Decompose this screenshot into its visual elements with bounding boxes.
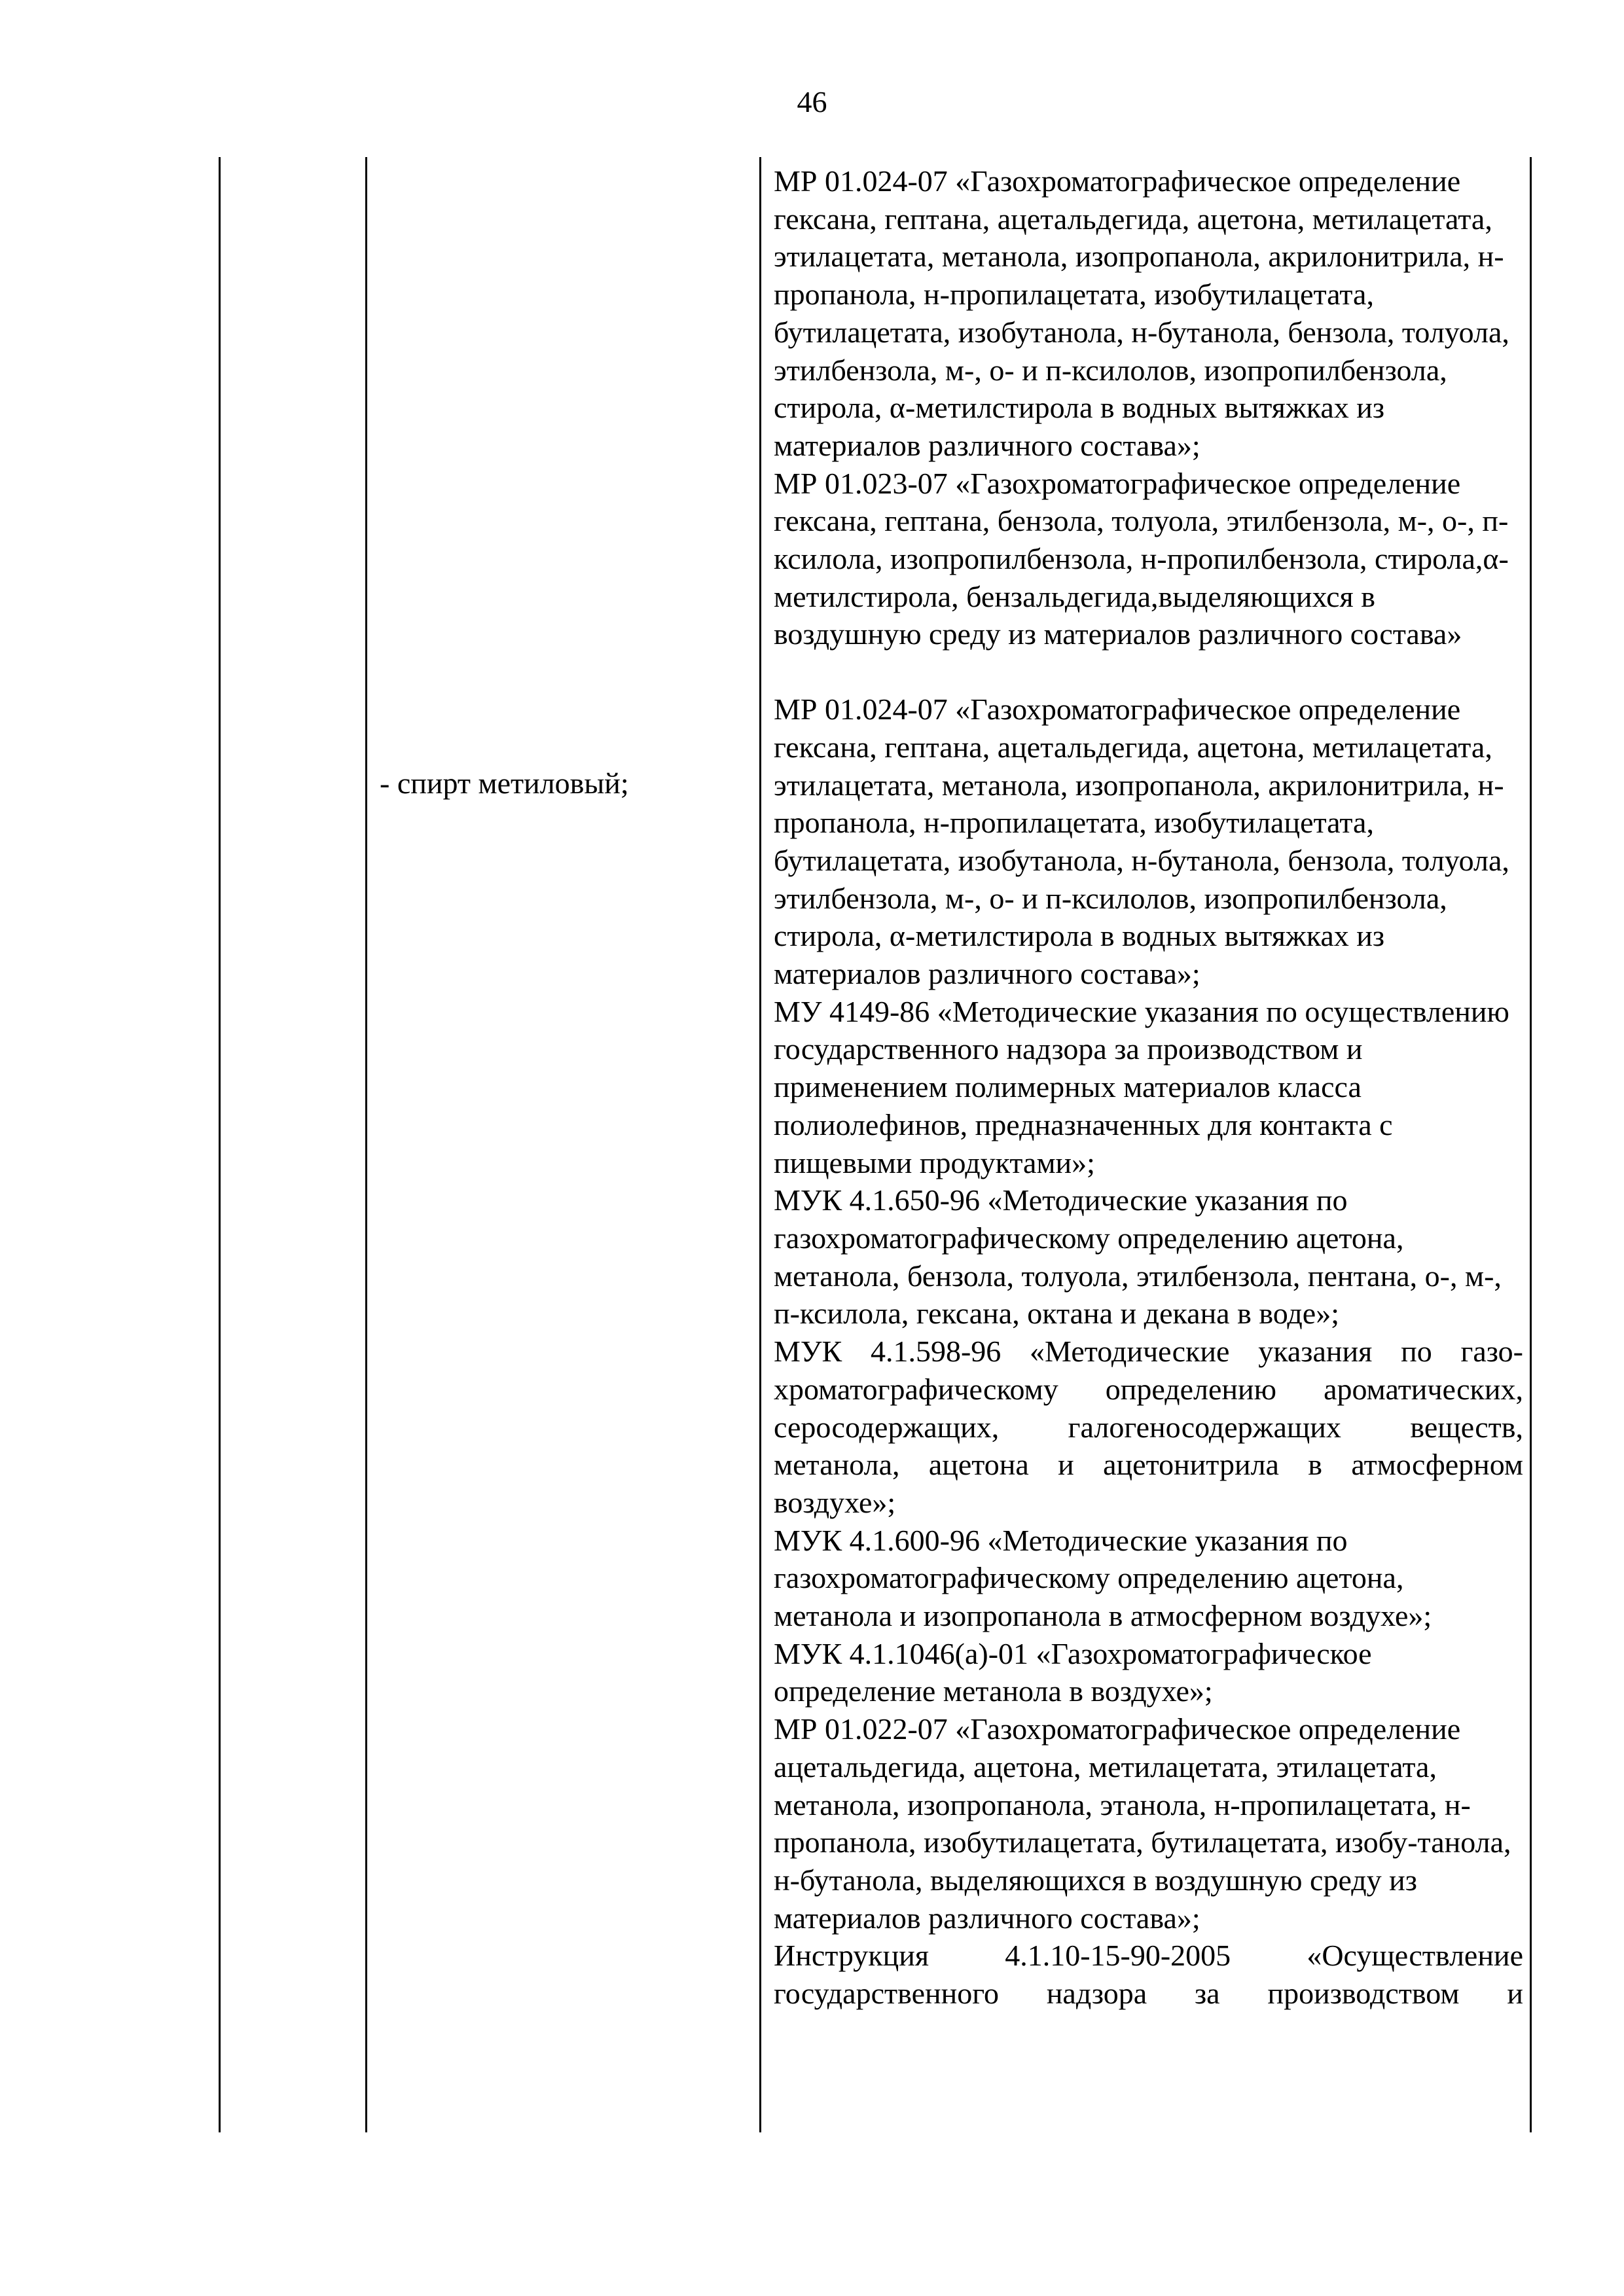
method-paragraph: МР 01.022-07 «Газохроматографическое определение ацетальдегида, ацетона, метилацетата, этилацетата, метанола, изопропанола, этанола, н-пропилацетата, н-пропанола, изобутилацетата, бутилацетата, изобу-танола, н-бутанола, выделяющихся в воздушную среду из материалов различного состава»; (774, 1712, 1511, 1935)
method-paragraph: МУК 4.1.650-96 «Методические указания по газохроматографическому определению ацетона, метанола, бензола, толуола, этилбензола, пентана, о-, м-, п-ксилола, гексана, октана и декана в воде»; (774, 1183, 1502, 1331)
method-paragraph: МР 01.023-07 «Газохроматографическое определение гексана, гептана, бензола, толуола, этилбензола, м-, о-, п-ксилола, изопропилбензола, н-пропилбензола, стирола,α-метилстирола, бензальдегида,выделяющихся в воздушную среду из материалов различного состава» (774, 466, 1509, 651)
substance-label: - спирт метиловый; (380, 766, 629, 800)
method-paragraph: МУК 4.1.1046(а)-01 «Газохроматографическое определение метанола в воздухе»; (774, 1636, 1372, 1708)
methods-column (774, 162, 1523, 2013)
page-number: 46 (797, 85, 827, 118)
table-border-left (219, 157, 221, 2132)
table-border-col2 (759, 157, 761, 2132)
method-paragraph: МР 01.024-07 «Газохроматографическое определение гексана, гептана, ацетальдегида, ацетона, метилацетата, этилацетата, метанола, изопропанола, акрилонитрила, н-пропанола, н-пропилацетата, изобутилацетата, бутилацетата, изобутанола, н-бутанола, бензола, толуола, этилбензола, м-, о- и п-ксилолов, изопропилбензола, стирола, α-метилстирола в водных вытяжках из материалов различного состава»; (774, 692, 1509, 991)
method-paragraph: Инструкция 4.1.10-15-90-2005 «Осуществление государственного надзора за производством и (774, 1939, 1523, 2011)
method-paragraph: МУ 4149-86 «Методические указания по осуществлению государственного надзора за производством и применением полимерных материалов класса полиолефинов, предназначенных для контакта с пищевыми продуктами»; (774, 994, 1509, 1179)
method-paragraph: МР 01.024-07 «Газохроматографическое определение гексана, гептана, ацетальдегида, ацетона, метилацетата, этилацетата, метанола, изопропанола, акрилонитрила, н-пропанола, н-пропилацетата, изобутилацетата, бутилацетата, изобутанола, н-бутанола, бензола, толуола, этилбензола, м-, о- и п-ксилолов, изопропилбензола, стирола, α-метилстирола в водных вытяжках из материалов различного состава»; (774, 164, 1509, 462)
method-paragraph: МУК 4.1.600-96 «Методические указания по газохроматографическому определению ацетона, метанола и изопропанола в атмосферном воздухе»; (774, 1523, 1432, 1633)
table-border-col1 (365, 157, 367, 2132)
table-border-right (1530, 157, 1532, 2132)
method-paragraph: МУК 4.1.598-96 «Методические указания по газо-хроматографическому определению ароматических, серосодержащих, галогеносодержащих веществ, метанола, ацетона и ацетонитрила в атмосферном воздухе»; (774, 1335, 1523, 1519)
